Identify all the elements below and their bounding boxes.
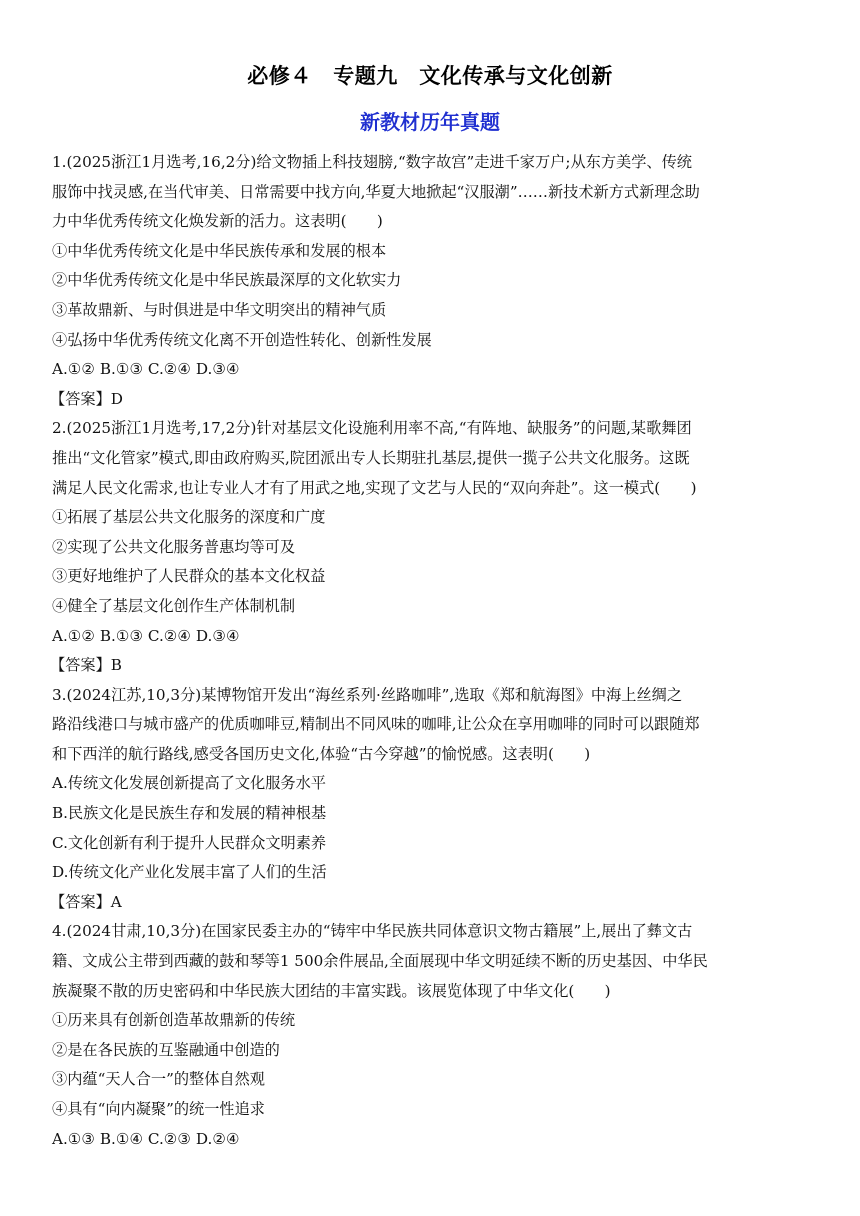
question-option: ②中华优秀传统文化是中华民族最深厚的文化软实力 bbox=[52, 271, 402, 290]
question-stem-line: 族凝聚不散的历史密码和中华民族大团结的丰富实践。该展览体现了中华文化( ) bbox=[52, 981, 611, 1000]
question-stem-line: 推出“文化管家”模式,即由政府购买,院团派出专人长期驻扎基层,提供一揽子公共文化服务。这既 bbox=[52, 448, 690, 467]
question-stem-line: 4.(2024甘肃,10,3分)在国家民委主办的“铸牢中华民族共同体意识文物古籍展”上,展出了彝文古 bbox=[52, 922, 693, 941]
question-stem-line: 满足人民文化需求,也让专业人才有了用武之地,实现了文艺与人民的“双向奔赴”。这一模式( ) bbox=[52, 478, 697, 497]
question-block bbox=[52, 681, 812, 918]
answer-key: 【答案】A bbox=[50, 892, 122, 911]
answer-choices: A.①② B.①③ C.②④ D.③④ bbox=[52, 626, 240, 645]
question-block bbox=[52, 148, 812, 414]
question-stem-line: 路沿线港口与城市盛产的优质咖啡豆,精制出不同风味的咖啡,让公众在享用咖啡的同时可以跟随郑 bbox=[52, 715, 700, 734]
question-option: ①拓展了基层公共文化服务的深度和广度 bbox=[52, 508, 326, 527]
question-option: ①历来具有创新创造革故鼎新的传统 bbox=[52, 1011, 295, 1030]
question-stem-line: 1.(2025浙江1月选考,16,2分)给文物插上科技翅膀,“数字故宫”走进千家万户;从东方美学、传统 bbox=[52, 153, 692, 171]
question-stem-line: 力中华优秀传统文化焕发新的活力。这表明( ) bbox=[52, 212, 383, 231]
question-option: ②是在各民族的互鉴融通中创造的 bbox=[52, 1040, 280, 1059]
question-option: B.民族文化是民族生存和发展的精神根基 bbox=[52, 804, 327, 823]
question-option: ②实现了公共文化服务普惠均等可及 bbox=[52, 537, 295, 556]
question-list bbox=[52, 148, 812, 1154]
question-option: ③革故鼎新、与时俱进是中华文明突出的精神气质 bbox=[52, 300, 387, 319]
question-option: ①中华优秀传统文化是中华民族传承和发展的根本 bbox=[52, 241, 387, 260]
question-stem-line: 3.(2024江苏,10,3分)某博物馆开发出“海丝系列·丝路咖啡”,选取《郑和航海图》中海上丝绸之 bbox=[52, 685, 683, 704]
question-stem-line: 和下西洋的航行路线,感受各国历史文化,体验“古今穿越”的愉悦感。这表明( ) bbox=[52, 744, 591, 763]
question-option: ④具有“向内凝聚”的统一性追求 bbox=[52, 1100, 265, 1118]
question-option: ④健全了基层文化创作生产体制机制 bbox=[52, 596, 295, 615]
answer-choices: A.①③ B.①④ C.②③ D.②④ bbox=[52, 1129, 240, 1148]
question-option: D.传统文化产业化发展丰富了人们的生活 bbox=[52, 863, 327, 882]
answer-choices: A.①② B.①③ C.②④ D.③④ bbox=[52, 360, 240, 379]
question-stem-line: 2.(2025浙江1月选考,17,2分)针对基层文化设施利用率不高,“有阵地、缺服务”的问题,某歌舞团 bbox=[52, 419, 692, 438]
question-option: C.文化创新有利于提升人民群众文明素养 bbox=[52, 833, 327, 852]
answer-key: 【答案】B bbox=[50, 656, 122, 675]
question-option: ④弘扬中华优秀传统文化离不开创造性转化、创新性发展 bbox=[52, 330, 432, 349]
question-block bbox=[52, 917, 812, 1154]
question-option: ③更好地维护了人民群众的基本文化权益 bbox=[52, 567, 326, 586]
page-title: 必修４ 专题九 文化传承与文化创新 bbox=[247, 64, 613, 88]
section-subtitle: 新教材历年真题 bbox=[360, 110, 500, 134]
answer-key: 【答案】D bbox=[50, 389, 123, 408]
question-option: A.传统文化发展创新提高了文化服务水平 bbox=[52, 774, 326, 793]
question-stem-line: 籍、文成公主带到西藏的鼓和琴等1 500余件展品,全面展现中华文明延续不断的历史基因、中华民 bbox=[52, 952, 708, 971]
question-stem-line: 服饰中找灵感,在当代审美、日常需要中找方向,华夏大地掀起“汉服潮”……新技术新方式新理念助 bbox=[52, 182, 700, 201]
question-block bbox=[52, 414, 812, 680]
question-option: ③内蕴“天人合一”的整体自然观 bbox=[52, 1070, 265, 1089]
